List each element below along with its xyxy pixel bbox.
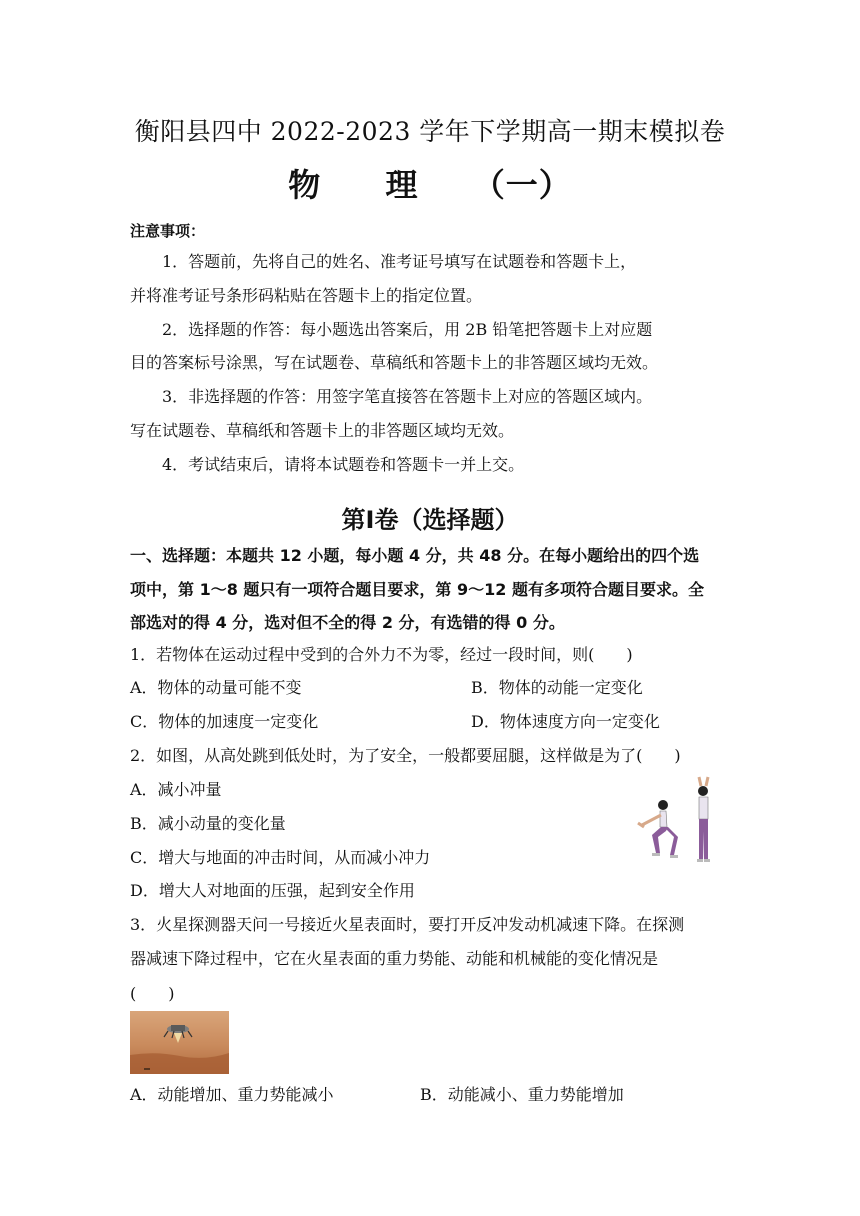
notice-line-7: 4．考试结束后，请将本试题卷和答题卡一并上交。 xyxy=(162,455,525,474)
crouching-person xyxy=(638,800,678,858)
notice-line-3: 2．选择题的作答：每小题选出答案后，用 2B 铅笔把答题卡上对应题 xyxy=(162,320,653,339)
notice-heading: 注意事项： xyxy=(130,222,206,240)
q3-option-a: A．动能增加、重力势能减小 xyxy=(130,1085,334,1104)
subject-volume: （一） xyxy=(472,166,572,204)
q3-stem-line-1: 3．火星探测器天问一号接近火星表面时，要打开反冲发动机减速下降。在探测 xyxy=(130,915,685,934)
mars-lander-photo xyxy=(130,1011,229,1074)
instruction-line-3: 部选对的得 4 分，选对但不全的得 2 分，有选错的得 0 分。 xyxy=(130,613,565,632)
q2-option-a: A．减小冲量 xyxy=(130,780,222,799)
instruction-line-2: 项中，第 1～8 题只有一项符合题目要求，第 9～12 题有多项符合题目要求。全 xyxy=(130,580,704,599)
subject-char-1: 物 xyxy=(288,166,322,204)
q1-option-a: A．物体的动量可能不变 xyxy=(130,678,302,697)
jumping-figure-illustration xyxy=(630,775,730,867)
q2-option-b: B．减小动量的变化量 xyxy=(130,814,286,833)
section-title: 第Ⅰ卷（选择题） xyxy=(341,506,519,534)
q2-option-c: C．增大与地面的冲击时间，从而减小冲力 xyxy=(130,848,431,867)
instruction-line-1: 一、选择题：本题共 12 小题，每小题 4 分，共 48 分。在每小题给出的四个选 xyxy=(130,546,700,565)
q1-option-d: D．物体速度方向一定变化 xyxy=(471,712,660,731)
q3-option-b: B．动能减小、重力势能增加 xyxy=(420,1085,624,1104)
q3-stem-line-2: 器减速下降过程中，它在火星表面的重力势能、动能和机械能的变化情况是 xyxy=(130,949,659,968)
standing-person xyxy=(697,777,710,862)
exam-title: 衡阳县四中 2022-2023 学年下学期高一期末模拟卷 xyxy=(134,117,726,146)
subject-char-2: 理 xyxy=(385,166,419,204)
q3-answer-paren: ( ) xyxy=(130,984,175,1003)
q2-stem: 2．如图，从高处跳到低处时，为了安全，一般都要屈腿，这样做是为了( ) xyxy=(130,746,681,765)
q1-option-b: B．物体的动能一定变化 xyxy=(471,678,643,697)
notice-line-4: 目的答案标号涂黑，写在试题卷、草稿纸和答题卡上的非答题区域均无效。 xyxy=(130,353,659,372)
q2-option-d: D．增大人对地面的压强，起到安全作用 xyxy=(130,881,415,900)
notice-line-5: 3．非选择题的作答：用签字笔直接答在答题卡上对应的答题区域内。 xyxy=(162,387,653,406)
q1-option-c: C．物体的加速度一定变化 xyxy=(130,712,319,731)
subject-title xyxy=(0,160,860,206)
notice-line-2: 并将准考证号条形码粘贴在答题卡上的指定位置。 xyxy=(130,286,483,305)
notice-line-1: 1．答题前，先将自己的姓名、准考证号填写在试题卷和答题卡上， xyxy=(162,252,637,271)
notice-line-6: 写在试题卷、草稿纸和答题卡上的非答题区域均无效。 xyxy=(130,421,515,440)
q1-stem: 1．若物体在运动过程中受到的合外力不为零，经过一段时间，则( ) xyxy=(130,645,633,664)
